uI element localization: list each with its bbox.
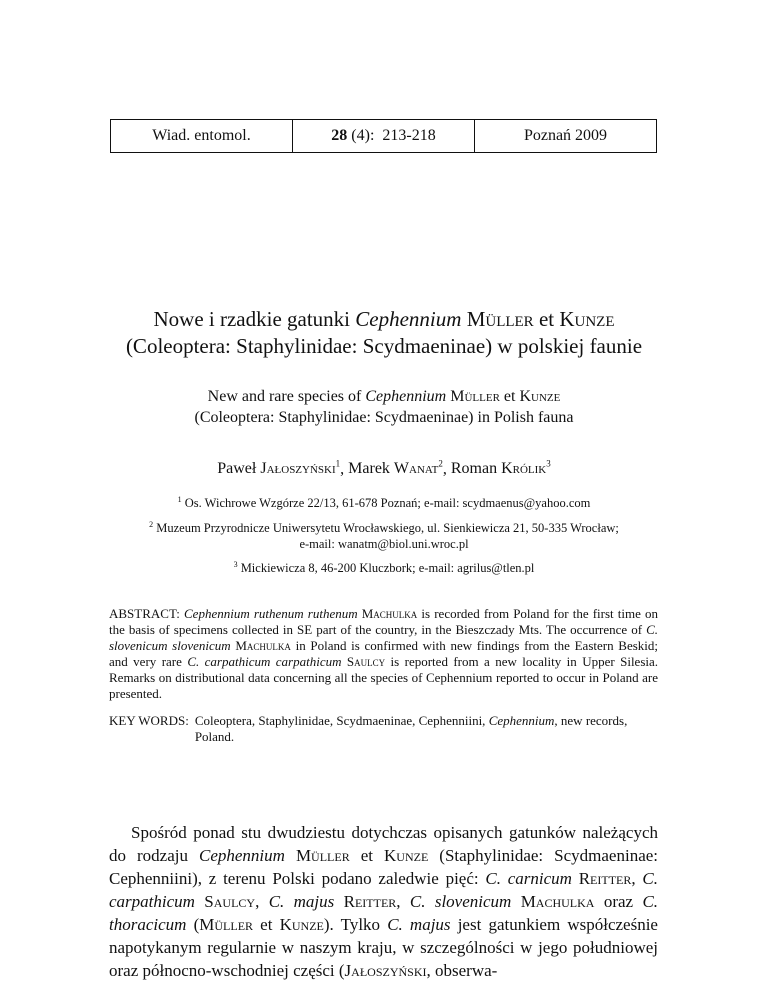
author: Paweł Jałoszyński$^1$ bbox=[217, 459, 341, 478]
title-polish-line1: Nowe i rzadkie gatunki Cephennium Müller et Kunze bbox=[153, 307, 615, 331]
affiliation-2: $^2$ Muzeum Przyrodnicze Uniwersytetu Wrocławskiego, ul. Sienkiewicza 21, 50-335 Wrocław; e-mail: wanatm@biol.uni.wroc.pl bbox=[149, 520, 619, 552]
title-polish bbox=[0, 306, 768, 360]
keywords-label: KEY WORDS: bbox=[109, 713, 189, 728]
abstract: ABSTRACT: Cephennium ruthenum ruthenum Machulka is recorded from Poland for the first time on the basis of specimens collected in SE part of the country, in the Bieszczady Mts. The occurrence of C. slovenicum slovenicum Machulka in Poland is confirmed with new findings from the Eastern Beskid; and very rare C. carpathicum carpathicum Saulcy is reported from a new locality in Upper Silesia. Remarks on distributional data concerning all the species of Cephennium reported to occur in Poland are presented. bbox=[109, 606, 659, 701]
title-english-line2: (Coleoptera: Staphylinidae: Scydmaeninae) in Polish fauna bbox=[194, 409, 574, 426]
journal-name: Wiad. entomol. bbox=[152, 127, 251, 144]
body-paragraph: Spośród ponad stu dwudziestu dotychczas opisanych gatunków należących do rodzaju Cephennium Müller et Kunze (Staphylinidae: Scydmaeninae: Cephenniini), z terenu Polski podano zaledwie pięć: C. carnicum Reitter, C. carpathicum Saulcy, C. majus Reitter, C. slovenicum Machulka oraz C. thoracicum (Müller et Kunze). Tylko C. majus jest gatunkiem współcześnie napotykanym regularnie w naszym kraju, w szczególności w jego południowej oraz północno-wschodniej części (Jałoszyński, obserwa- bbox=[109, 823, 659, 980]
title-english-line1: New and rare species of Cephennium Müller et Kunze bbox=[207, 388, 561, 405]
author-list: Paweł Jałoszyński$^1$, Marek Wanat$^2$, Roman Królik$^3$ bbox=[217, 459, 551, 478]
abstract-label: ABSTRACT: bbox=[109, 606, 184, 621]
volume-cell bbox=[293, 120, 475, 152]
title-english bbox=[0, 386, 768, 428]
title-polish-line2: (Coleoptera: Staphylinidae: Scydmaeninae) w polskiej faunie bbox=[125, 334, 643, 358]
affiliation-3: $^3$ Mickiewicza 8, 46-200 Kluczbork; e-mail: agrilus@tlen.pl bbox=[233, 560, 535, 576]
affiliation-1: $^1$ Os. Wichrowe Wzgórze 22/13, 61-678 Poznań; e-mail: scydmaenus@yahoo.com bbox=[177, 495, 591, 511]
journal-name-cell bbox=[111, 120, 293, 152]
place-year: Poznań 2009 bbox=[523, 127, 608, 144]
keywords bbox=[109, 713, 658, 745]
place-year-cell bbox=[475, 120, 656, 152]
issue-pages: (4): 213-218 bbox=[347, 127, 436, 144]
author: Roman Królik$^3$ bbox=[450, 459, 551, 478]
volume-number: 28 bbox=[331, 127, 348, 144]
keywords-list: Coleoptera, Staphylinidae, Scydmaeninae, Cephenniini, Cephennium, new records, Poland. bbox=[194, 713, 628, 744]
journal-header-table bbox=[110, 119, 657, 153]
author: Marek Wanat$^2$ bbox=[348, 459, 443, 478]
